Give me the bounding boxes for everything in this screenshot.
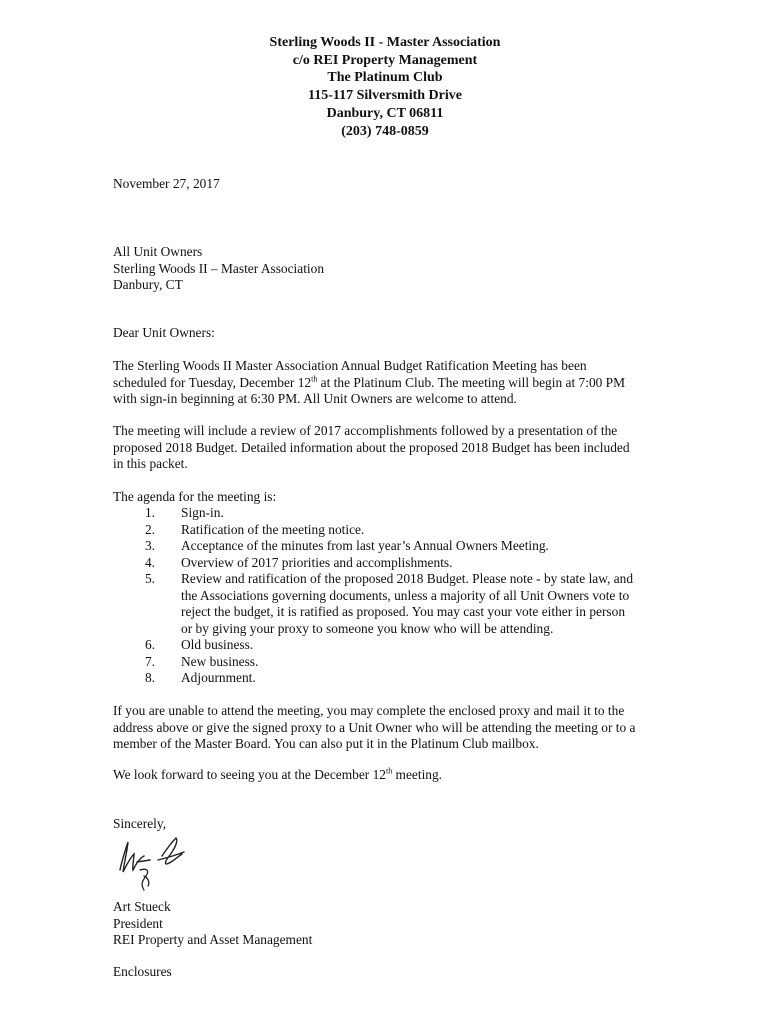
agenda-item	[113, 637, 658, 654]
agenda-item-number: 1.	[144, 505, 155, 520]
agenda-item-line: Adjournment.	[181, 670, 256, 685]
paragraph-closing-remark: We look forward to seeing you at the December 12th meeting.	[113, 766, 443, 782]
agenda-item-text	[181, 522, 658, 539]
agenda-item-number: 7.	[144, 653, 155, 669]
agenda-item-line: Review and ratification of the proposed 2018 Budget. Please note - by state law, and	[181, 571, 634, 586]
agenda-item-text	[181, 654, 658, 671]
recipient-address	[113, 244, 658, 294]
agenda-item-number: 4.	[144, 554, 155, 570]
handwritten-signature	[110, 832, 190, 894]
agenda-item-text	[181, 637, 658, 654]
letterhead-care-of: c/o REI Property Management	[292, 52, 478, 68]
letterhead-phone: (203) 748-0859	[341, 123, 429, 139]
agenda-item-line: reject the budget, it is ratified as proposed. You may cast your vote either in person	[181, 604, 626, 619]
agenda-item	[113, 670, 658, 687]
agenda-item-line: the Associations governing documents, unless a majority of all Unit Owners vote to	[181, 587, 630, 603]
recipient-line: Sterling Woods II – Master Association	[113, 260, 325, 276]
agenda-item	[113, 654, 658, 671]
agenda-item	[113, 555, 658, 572]
paragraph-proxy: If you are unable to attend the meeting, you may complete the enclosed proxy and mail it to the address above or give the signed proxy to a Unit Owner who will be attending the meeting or to a member of the Master Board. You can also put it in the Platinum Club mailbox.	[113, 703, 636, 751]
agenda-item	[113, 522, 658, 539]
letterhead-venue: The Platinum Club	[327, 70, 443, 86]
paragraph-meeting-content: The meeting will include a review of 2017 accomplishments followed by a presentation of the proposed 2018 Budget. Detailed information about the proposed 2018 Budget has been included in this packet.	[113, 423, 630, 471]
agenda-item-number: 6.	[144, 637, 155, 652]
agenda-item-line: Sign-in.	[181, 505, 224, 520]
agenda-item	[113, 505, 658, 522]
agenda-item	[113, 571, 658, 637]
agenda-item-number: 2.	[144, 521, 155, 537]
salutation: Dear Unit Owners:	[113, 325, 215, 340]
signer-block	[113, 899, 658, 949]
letterhead-association: Sterling Woods II - Master Association	[269, 35, 501, 50]
agenda-item-text	[181, 571, 658, 637]
paragraph-meeting-schedule: The Sterling Woods II Master Association Annual Budget Ratification Meeting has been scheduled for Tuesday, December 12th at the Platinum Club. The meeting will begin at 7:00 PM with sign-in beginning at 6:30 PM. All Unit Owners are welcome to attend.	[113, 358, 626, 406]
agenda-list	[113, 505, 658, 687]
signer-title: President	[113, 915, 163, 931]
agenda-item-line: New business.	[181, 653, 259, 669]
agenda-item-text	[181, 555, 658, 572]
letterhead-city: Danbury, CT 06811	[326, 105, 444, 121]
agenda-item-number: 8.	[144, 670, 155, 685]
enclosures-note: Enclosures	[113, 964, 172, 979]
closing: Sincerely,	[113, 816, 167, 831]
agenda-intro: The agenda for the meeting is:	[113, 489, 277, 504]
letterhead-street: 115-117 Silversmith Drive	[308, 88, 462, 104]
agenda-item-line: Old business.	[181, 637, 254, 652]
agenda-item-text	[181, 670, 658, 687]
agenda-item-number: 3.	[144, 538, 155, 553]
agenda-item-text	[181, 505, 658, 522]
agenda-item	[113, 538, 658, 555]
agenda-item-text	[181, 538, 658, 555]
recipient-line: Danbury, CT	[113, 277, 183, 292]
recipient-line: All Unit Owners	[113, 244, 203, 259]
letter-date: November 27, 2017	[113, 176, 220, 191]
signer-name: Art Stueck	[113, 899, 171, 914]
signer-company: REI Property and Asset Management	[113, 932, 313, 947]
agenda-item-number: 5.	[144, 571, 155, 586]
agenda-item-line: Overview of 2017 priorities and accomplishments.	[181, 554, 453, 570]
letterhead	[0, 34, 770, 140]
agenda-item-line: Ratification of the meeting notice.	[181, 521, 365, 537]
agenda-item-line: Acceptance of the minutes from last year’s Annual Owners Meeting.	[181, 538, 549, 553]
agenda-item-line: or by giving your proxy to someone you know who will be attending.	[181, 620, 554, 636]
